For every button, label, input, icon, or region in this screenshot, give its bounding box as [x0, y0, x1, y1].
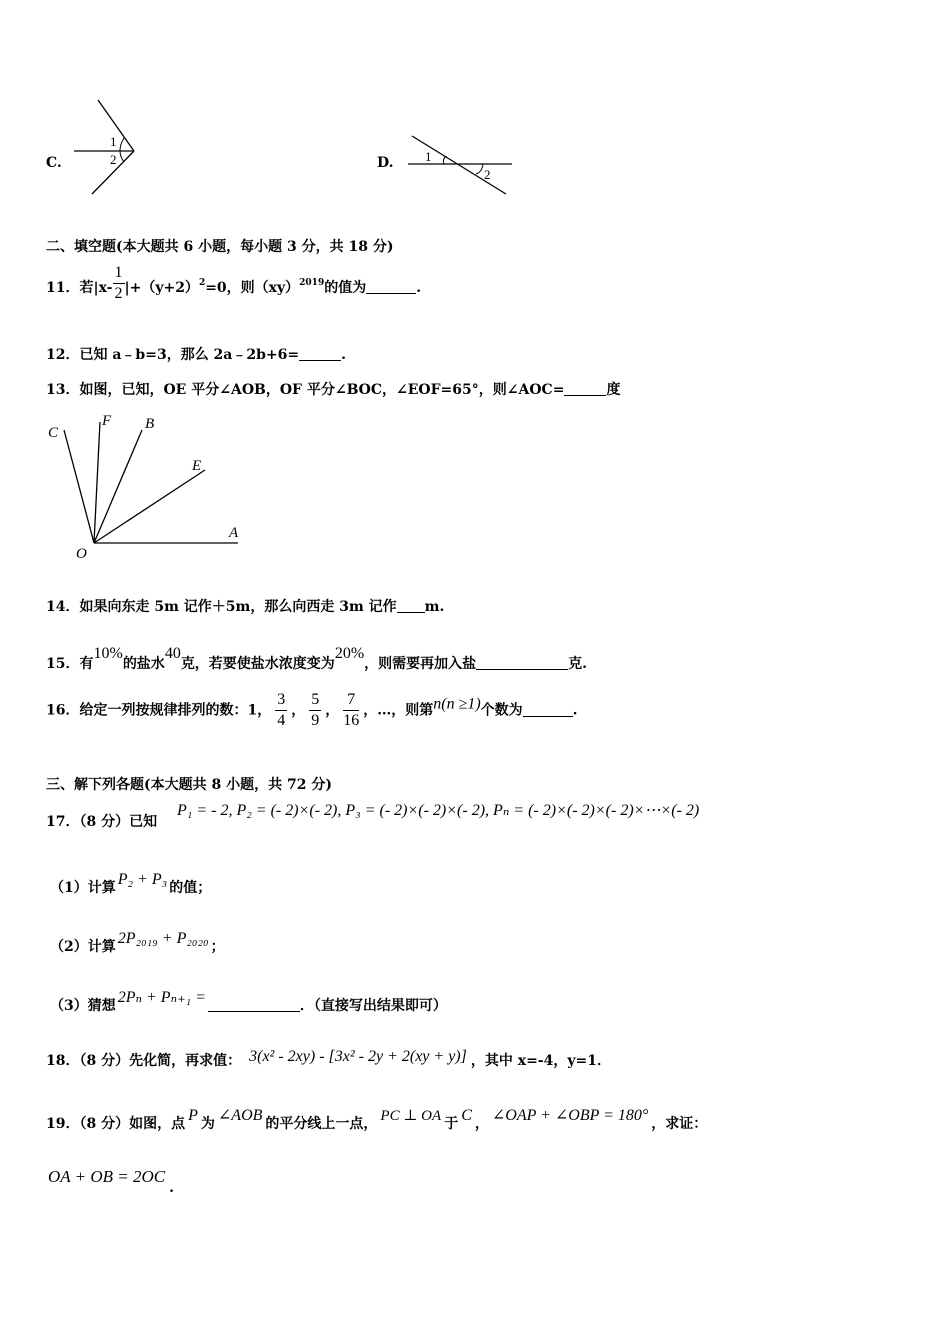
question-17-head: 17．（8 分）已知: [46, 814, 158, 830]
question-19-goal: OA + OB = 2OC.: [48, 1167, 174, 1196]
label-F: F: [102, 413, 112, 429]
label-E: E: [192, 458, 202, 474]
question-17-part-1: （1）计算 P₂ + P₃ 的值；: [50, 871, 212, 896]
answer-blank-14[interactable]: [397, 598, 425, 613]
c-angle-2: 2: [110, 152, 117, 167]
option-d-figure: [404, 128, 516, 200]
answer-blank-12[interactable]: [299, 346, 341, 361]
option-c-label[interactable]: C.: [46, 155, 62, 171]
question-17-formula: P₁ = - 2, P₂ = (- 2)×(- 2), P₃ = (- 2)×(- 2)×(- 2), Pₙ = (- 2)×(- 2)×(- 2)×⋯×(- 2): [177, 802, 700, 819]
answer-blank-15[interactable]: [476, 655, 568, 670]
answer-blank-17-3[interactable]: [208, 997, 300, 1012]
section-2-title: 二、填空题(本大题共 6 小题，每小题 3 分，共 18 分): [46, 239, 394, 255]
question-16: 16．给定一列按规律排列的数：1， $\frac{3}{4}$ ， $\frac{5}{9}$ ， $\frac{7}{16}$ ，…，则第n(n ≥1)个数为 .: [46, 691, 578, 729]
label-B: B: [145, 416, 155, 432]
d-angle-2: 2: [484, 167, 491, 182]
figure-13: [40, 408, 250, 568]
d-angle-1: 1: [425, 149, 432, 164]
label-C: C: [48, 425, 59, 441]
question-12: 12．已知 a﹣b=3，那么 2a﹣2b+6= .: [46, 347, 346, 363]
answer-blank-11[interactable]: [366, 279, 416, 294]
question-13: 13．如图，已知，OE 平分∠AOB，OF 平分∠BOC，∠EOF=65°，则∠AOC= 度: [46, 382, 621, 398]
question-18: 18．（8 分）先化简，再求值： 3(x² - 2xy) - [3x² - 2y + 2(xy + y)] ，其中 x=-4，y=1．: [46, 1048, 611, 1069]
question-14: 14．如果向东走 5m 记作＋5m，那么向西走 3m 记作 m.: [46, 599, 445, 615]
question-15: 15．有10%的盐水40克，若要使盐水浓度变为20%，则需要再加入盐 克.: [46, 645, 588, 672]
question-11: 11．若|x- $\frac{1}{2}$ $|+(y+2)^2=0$，则（xy）$^{2019}$的值为 .: [46, 264, 422, 302]
question-17-part-2: （2）计算 2P₂₀₁₉ + P₂₀₂₀ ；: [50, 930, 225, 955]
answer-blank-16[interactable]: [523, 702, 573, 717]
option-d-label[interactable]: D.: [377, 155, 394, 171]
question-19: 19．（8 分）如图，点 P 为 ∠AOB 的平分线上一点， PC ⊥ OA 于 C ， ∠OAP + ∠OBP = 180° ，求证：: [46, 1107, 708, 1132]
option-c-figure: [72, 96, 144, 198]
section-3-title: 三、解下列各题(本大题共 8 小题，共 72 分): [46, 777, 332, 793]
label-O: O: [76, 546, 87, 562]
answer-blank-13[interactable]: [564, 381, 606, 396]
c-angle-1: 1: [110, 134, 117, 149]
question-17-part-3: （3）猜想 2Pₙ + Pₙ₊₁ = ．（直接写出结果即可）: [50, 989, 447, 1014]
label-A: A: [229, 525, 239, 541]
